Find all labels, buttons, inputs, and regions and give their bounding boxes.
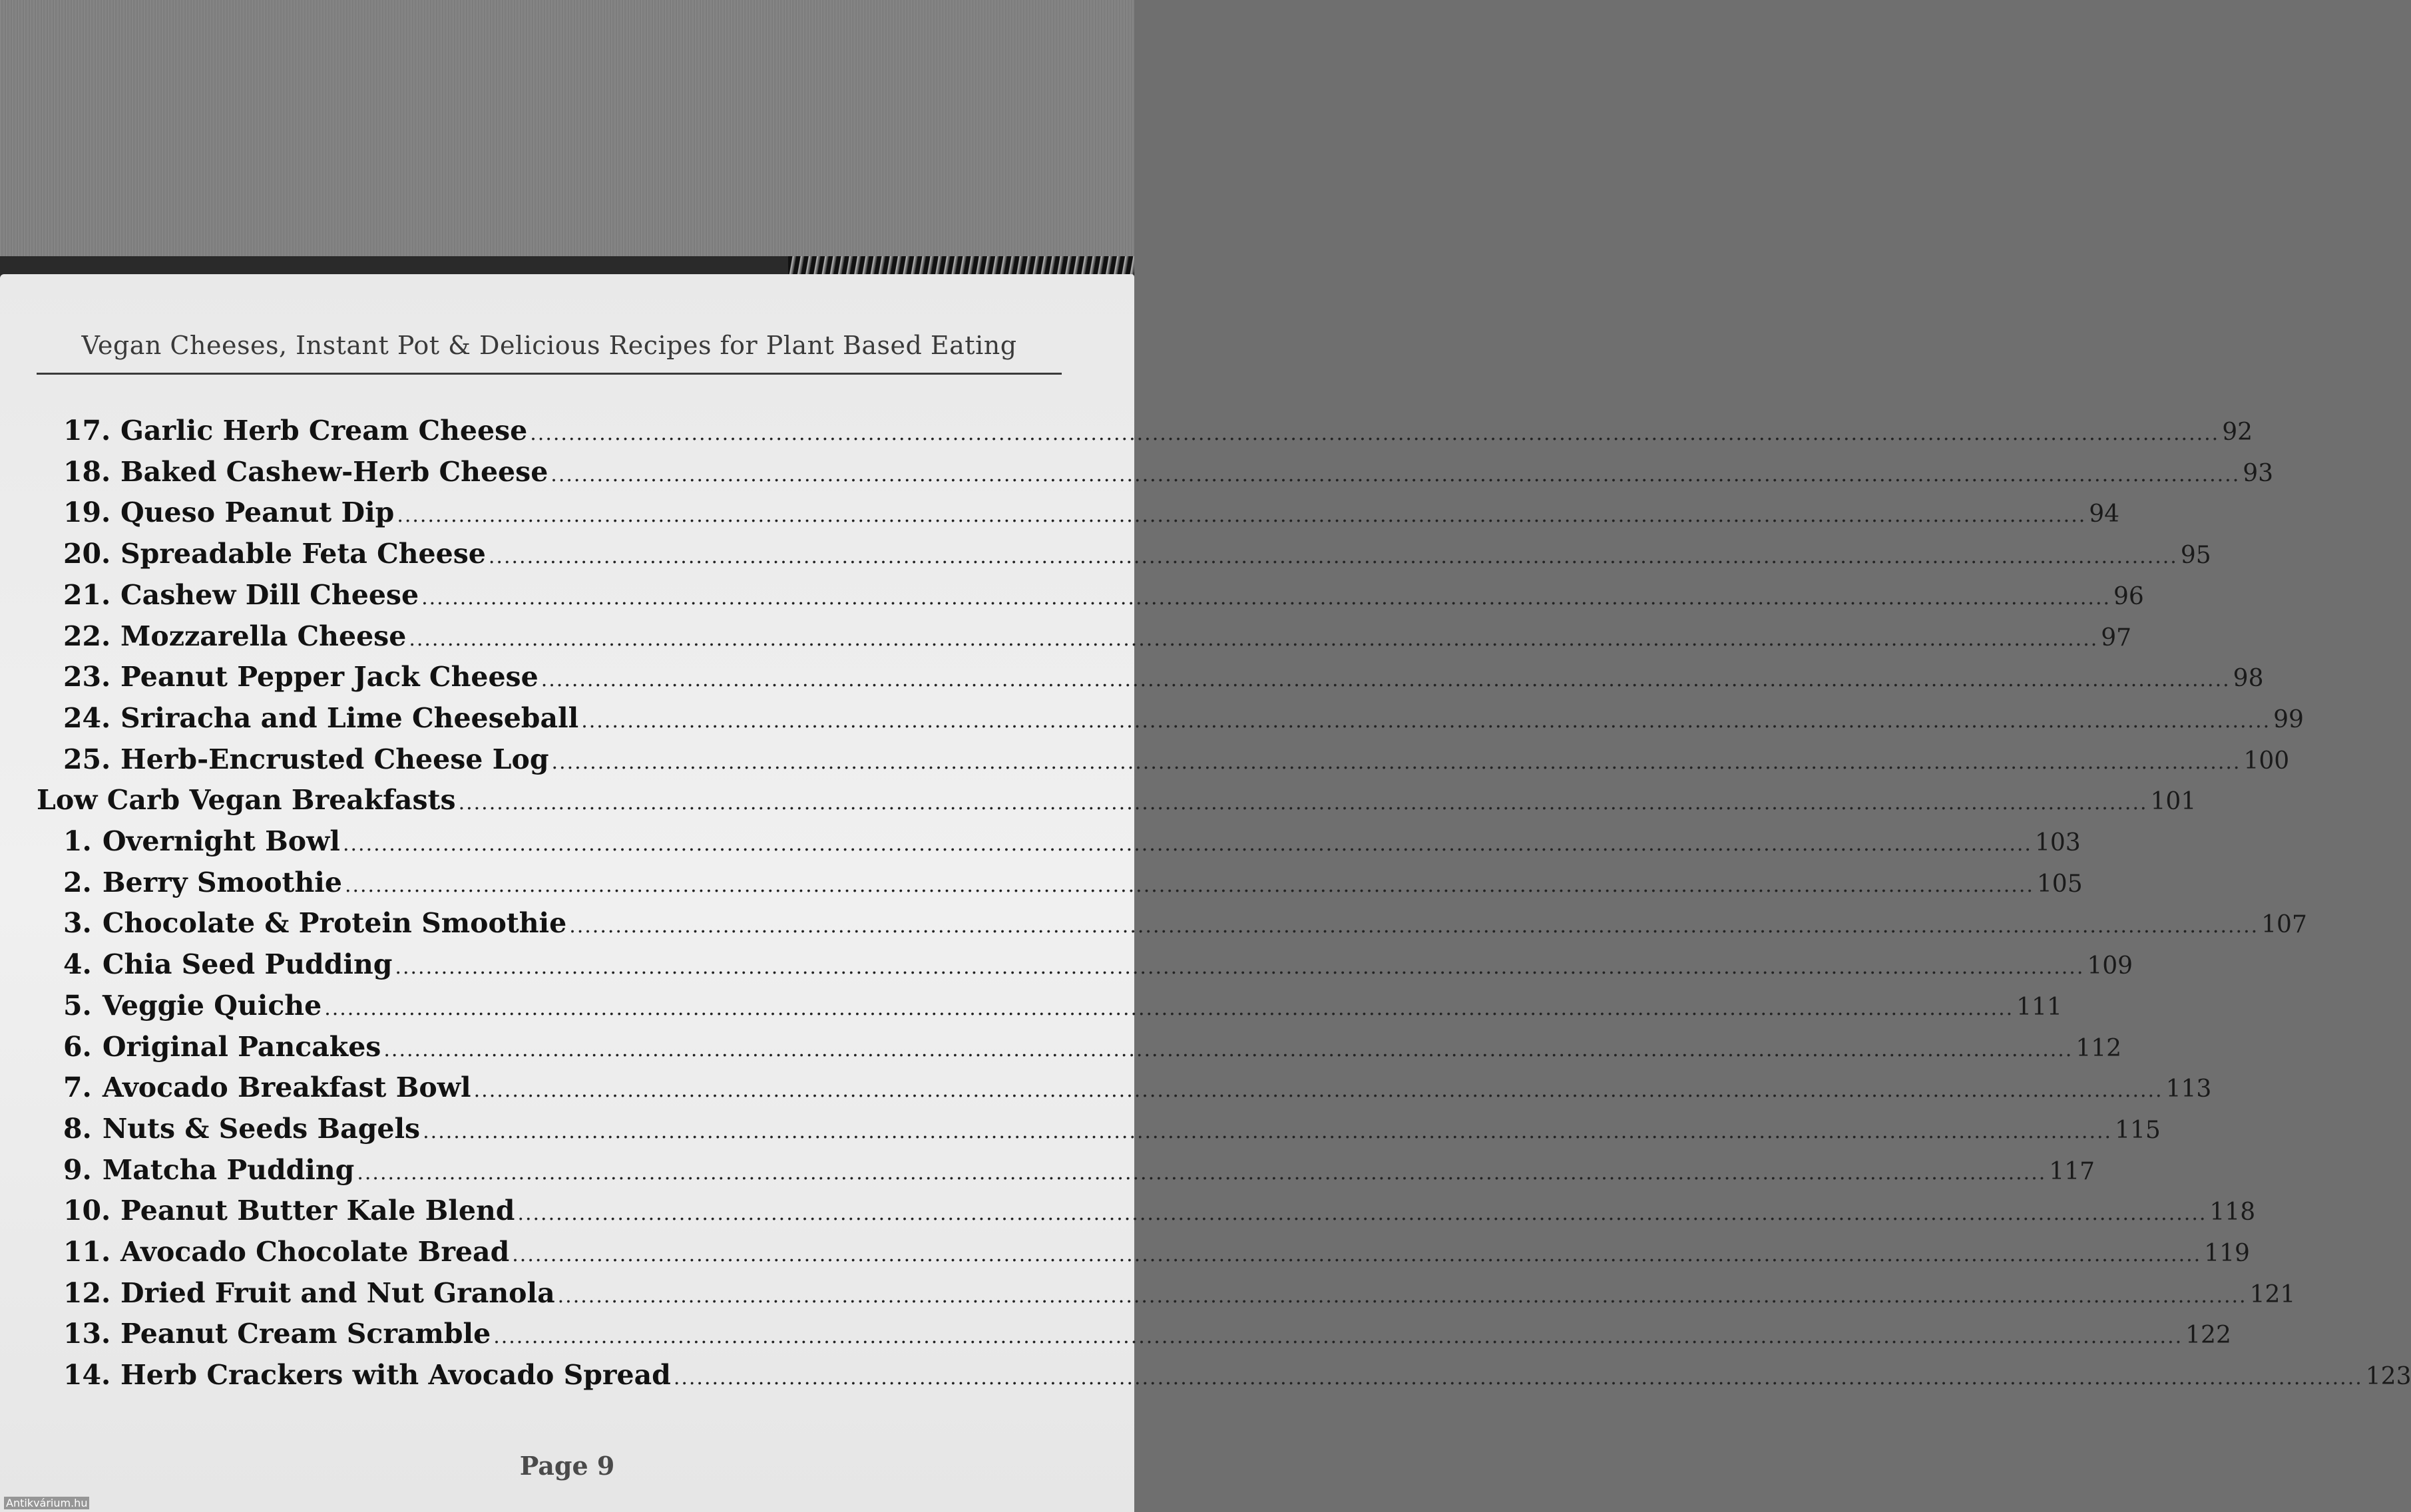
- toc-entry-title: Peanut Butter Kale Blend: [120, 1195, 515, 1227]
- dot-leader: ............................................................................................................................................................................................................................: [357, 1161, 2047, 1185]
- toc-section-title: Low Carb Vegan Breakfasts: [37, 784, 456, 817]
- toc-page-number: 95: [2180, 542, 2211, 570]
- toc-entry: [63, 1067, 2212, 1107]
- toc-page-number: 123: [2365, 1363, 2411, 1391]
- dot-leader: ............................................................................................................................................................................................................................: [421, 586, 2111, 610]
- toc-entry: [63, 1150, 2095, 1190]
- dot-leader: ............................................................................................................................................................................................................................: [342, 833, 2032, 856]
- toc-entry-number: 14.: [63, 1359, 111, 1392]
- toc-entry-number: 3.: [63, 907, 92, 940]
- toc-entry-number: 22.: [63, 620, 111, 652]
- dot-leader: ............................................................................................................................................................................................................................: [493, 1325, 2183, 1349]
- dot-leader: ............................................................................................................................................................................................................................: [488, 545, 2178, 569]
- toc-entry: [63, 657, 2264, 697]
- dot-leader: ............................................................................................................................................................................................................................: [473, 1079, 2163, 1103]
- toc-section-heading: [37, 780, 2197, 820]
- toc-entry-title: Overnight Bowl: [102, 825, 340, 857]
- toc-entry-number: 1.: [63, 825, 92, 857]
- toc-entry-title: Peanut Cream Scramble: [120, 1318, 491, 1350]
- toc-entry: [63, 862, 2083, 902]
- toc-page-number: 118: [2209, 1199, 2256, 1227]
- toc-page-number: 94: [2089, 500, 2120, 528]
- toc-page-number: 122: [2185, 1322, 2231, 1350]
- toc-entry: [63, 411, 2253, 451]
- dot-leader: ............................................................................................................................................................................................................................: [324, 996, 2014, 1020]
- toc-entry-number: 18.: [63, 455, 111, 488]
- toc-entry-number: 5.: [63, 989, 92, 1022]
- toc-entry: [63, 452, 2274, 492]
- dot-leader: ............................................................................................................................................................................................................................: [383, 1038, 2074, 1061]
- toc-entry-title: Herb-Encrusted Cheese Log: [120, 743, 549, 775]
- toc-page-number: 105: [2036, 870, 2083, 898]
- toc-entry-title: Baked Cashew-Herb Cheese: [120, 455, 548, 488]
- toc-entry-title: Peanut Pepper Jack Cheese: [120, 661, 539, 693]
- toc-page-number: 117: [2049, 1157, 2095, 1185]
- toc-page-number: 109: [2087, 952, 2133, 980]
- toc-entry-title: Avocado Chocolate Bread: [120, 1236, 510, 1268]
- dot-leader: ............................................................................................................................................................................................................................: [397, 504, 2087, 528]
- toc-entry: [63, 1314, 2231, 1354]
- toc-page-number: 92: [2222, 419, 2253, 446]
- toc-entry-number: 9.: [63, 1153, 92, 1186]
- toc-entry: [63, 1232, 2250, 1272]
- toc-entry-title: Avocado Breakfast Bowl: [102, 1071, 471, 1104]
- toc-entry-number: 11.: [63, 1236, 111, 1268]
- dot-leader: ............................................................................................................................................................................................................................: [581, 709, 2271, 733]
- dot-leader: ............................................................................................................................................................................................................................: [395, 956, 2085, 980]
- dot-leader: ............................................................................................................................................................................................................................: [458, 791, 2148, 815]
- dot-leader: ............................................................................................................................................................................................................................: [517, 1202, 2207, 1226]
- toc-entry-number: 25.: [63, 743, 111, 775]
- toc-entry-number: 8.: [63, 1112, 92, 1145]
- toc-entry: [63, 698, 2304, 738]
- toc-entry-title: Chocolate & Protein Smoothie: [102, 907, 567, 940]
- toc-page-number: 115: [2115, 1116, 2161, 1144]
- page-number: Page 9: [519, 1451, 615, 1481]
- toc-entry-number: 13.: [63, 1318, 111, 1350]
- dot-leader: ............................................................................................................................................................................................................................: [344, 873, 2034, 897]
- toc-entry: [63, 986, 2062, 1026]
- background-surface: [0, 0, 1134, 280]
- toc-entry-number: 12.: [63, 1276, 111, 1309]
- toc-page-number: 112: [2076, 1034, 2122, 1062]
- toc-entry-number: 21.: [63, 578, 111, 611]
- toc-entry-title: Matcha Pudding: [102, 1153, 355, 1186]
- toc-entry: [63, 821, 2081, 861]
- toc-entry-number: 24.: [63, 701, 111, 734]
- toc-entry: [63, 492, 2120, 532]
- dot-leader: ............................................................................................................................................................................................................................: [673, 1366, 2363, 1390]
- toc-entry-title: Cashew Dill Cheese: [120, 578, 419, 611]
- toc-entry-title: Original Pancakes: [102, 1030, 381, 1063]
- toc-page-number: 93: [2243, 459, 2274, 487]
- toc-page-number: 96: [2113, 582, 2144, 610]
- toc-entry: [63, 1109, 2161, 1149]
- dot-leader: ............................................................................................................................................................................................................................: [557, 1284, 2247, 1308]
- header-rule: [37, 373, 1062, 375]
- toc-entry: [63, 1273, 2296, 1313]
- toc-entry-number: 2.: [63, 866, 92, 898]
- toc-entry-number: 19.: [63, 496, 111, 529]
- dot-leader: ............................................................................................................................................................................................................................: [512, 1243, 2202, 1266]
- toc-entry-title: Nuts & Seeds Bagels: [102, 1112, 421, 1145]
- dot-leader: ............................................................................................................................................................................................................................: [423, 1119, 2113, 1143]
- toc-entry-number: 20.: [63, 538, 111, 570]
- toc-entry-title: Chia Seed Pudding: [102, 948, 393, 981]
- toc-entry: [63, 1027, 2122, 1067]
- toc-entry: [63, 616, 2132, 656]
- toc-page-number: 103: [2034, 829, 2081, 856]
- toc-entry-title: Berry Smoothie: [102, 866, 342, 898]
- toc-page-number: 107: [2261, 911, 2307, 939]
- toc-entry-title: Sriracha and Lime Cheeseball: [120, 701, 579, 734]
- toc-page-number: 119: [2204, 1240, 2250, 1267]
- dot-leader: ............................................................................................................................................................................................................................: [550, 463, 2241, 486]
- toc-entry: [63, 1355, 2411, 1395]
- dot-leader: ............................................................................................................................................................................................................................: [541, 668, 2231, 692]
- dot-leader: ............................................................................................................................................................................................................................: [409, 627, 2099, 651]
- toc-entry: [63, 944, 2133, 984]
- toc-page-number: 101: [2150, 788, 2197, 816]
- dot-leader: ............................................................................................................................................................................................................................: [569, 914, 2259, 938]
- toc-entry-number: 17.: [63, 415, 111, 447]
- toc-entry-title: Spreadable Feta Cheese: [120, 538, 486, 570]
- toc-page-number: 99: [2273, 705, 2304, 733]
- toc-entry: [63, 534, 2211, 574]
- toc-entry-number: 6.: [63, 1030, 92, 1063]
- toc-entry-number: 10.: [63, 1195, 111, 1227]
- toc-entry: [63, 739, 2290, 779]
- watermark: Antikvárium.hu: [4, 1497, 89, 1509]
- toc-page-number: 98: [2233, 665, 2264, 693]
- toc-page-number: 111: [2016, 993, 2062, 1021]
- dot-leader: ............................................................................................................................................................................................................................: [530, 422, 2220, 445]
- toc-entry-number: 7.: [63, 1071, 92, 1104]
- toc-entry-title: Garlic Herb Cream Cheese: [120, 415, 528, 447]
- toc-entry-title: Dried Fruit and Nut Granola: [120, 1276, 555, 1309]
- toc-page-number: 121: [2249, 1280, 2296, 1308]
- toc-entry: [63, 903, 2307, 943]
- toc-entry-title: Mozzarella Cheese: [120, 620, 407, 652]
- toc-page-number: 113: [2165, 1075, 2212, 1103]
- toc-page-number: 97: [2101, 624, 2132, 652]
- toc-entry-title: Herb Crackers with Avocado Spread: [120, 1359, 671, 1392]
- toc-entry: [63, 575, 2144, 615]
- toc-entry-title: Veggie Quiche: [102, 989, 322, 1022]
- toc-entry-title: Queso Peanut Dip: [120, 496, 395, 529]
- toc-entry-number: 23.: [63, 661, 111, 693]
- toc-page-number: 100: [2243, 747, 2290, 775]
- toc-entry: [63, 1191, 2256, 1230]
- toc-entry-number: 4.: [63, 948, 92, 981]
- dot-leader: ............................................................................................................................................................................................................................: [551, 750, 2241, 774]
- running-header: Vegan Cheeses, Instant Pot & Delicious Recipes for Plant Based Eating: [81, 331, 1017, 360]
- book-page: [0, 274, 2411, 1512]
